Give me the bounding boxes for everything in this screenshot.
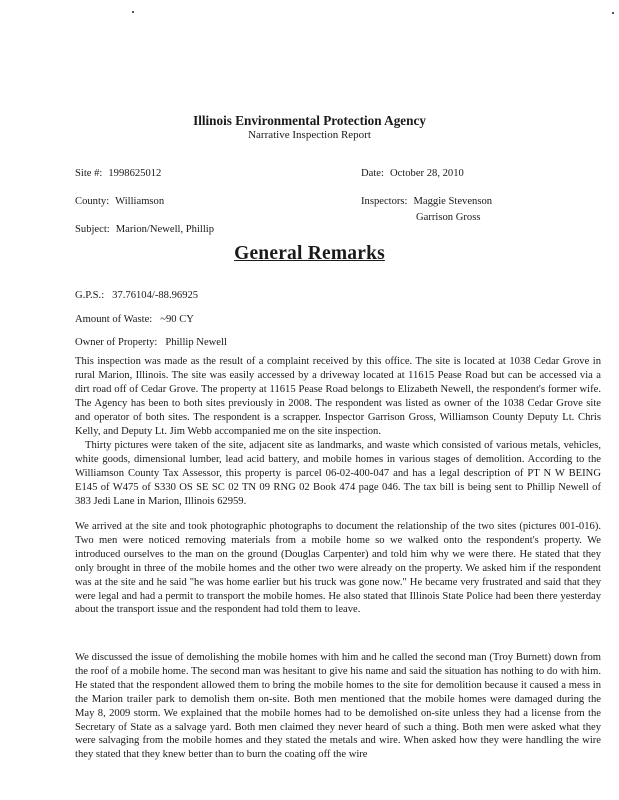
county: [75, 196, 164, 207]
narrative-paragraph-3: [75, 520, 601, 617]
site-label: Site #:: [75, 168, 103, 179]
gps-label: G.P.S.:: [75, 290, 105, 301]
subject: [75, 224, 214, 235]
gps-field: [75, 290, 198, 301]
agency-title: Illinois Environmental Protection Agency: [193, 113, 426, 128]
paragraph-text: We discussed the issue of demolishing the mobile homes with him and he called the second man (Troy Burnett) down from the roof of a mobile home. The second man was hesitant to give his name and said the situation has nothing to do with him. He stated that the respondent allowed them to bring the mobile homes to the site for demolition because it caused a mess in the Marion trailer park to demolish them on-site. Both men mentioned that the mobile homes were damaged during the May 8, 2009 storm. We explained that the mobile homes had to be demolished on-site unless they had a license from the Secretary of State as a salvage yard. Both men claimed they never heard of such a thing. Both men were asked what they were salvaging from the mobile homes and they stated the metals and wire. When asked how they were handling the wire they stated that they knew better than to burn the coating off the wire: [75, 652, 601, 761]
inspectors: [361, 196, 492, 207]
county-label: County:: [75, 196, 110, 207]
paragraph-text: This inspection was made as the result of a complaint received by this office. The site is located at 1038 Cedar Grove in rural Marion, Illinois. The site was easily accessed by a driveway located at 11615 Pease Road but can be accessed via a dirt road off of Cedar Grove. The property at 11615 Pease Road belongs to Elizabeth Newell, the respondent's former wife. The Agency has been to both sites previously in 2008. The respondent was listed as owner of the 1038 Cedar Grove site and operator of both sites. The respondent is a scrapper. Inspector Garrison Gross, Williamson County Deputy Lt. Chris Kelly, and Deputy Lt. Jim Webb accompanied me on the site inspection.: [75, 356, 601, 437]
site-number: [75, 168, 161, 179]
date-label: Date:: [361, 168, 384, 179]
scan-speck: [132, 11, 134, 13]
narrative-paragraph-4: [75, 651, 601, 762]
site-value: 1998625012: [108, 168, 162, 179]
narrative-paragraph-2: [75, 439, 601, 509]
paragraph-text: Thirty pictures were taken of the site, adjacent site as landmarks, and waste which consisted of various metals, vehicles, white goods, dimensional lumber, lead acid battery, and mobile homes in various stages of demolition. According to the Williamson County Tax Assessor, this property is parcel 06-02-400-047 and has a legal description of PT N W BEING E145 of W475 of S330 OS SE SC 02 TN 09 RNG 02 Book 474 page 046. The tax bill is being sent to Phillip Newell of 383 Jedi Lane in Marion, Illinois 62959.: [75, 440, 601, 507]
paragraph-text: We arrived at the site and took photographic photographs to document the relationship of the two sites (pictures 001-016). Two men were noticed removing materials from a mobile home so we walked onto the respondent's property. We introduced ourselves to the man on the ground (Douglas Carpenter) and told him why we were there. He stated that they only brought in three of the mobile homes and the other two were already on the property. We asked him if the respondent was at the site and he said "he was home earlier but his truck was gone now." He became very frustrated and said that they were legal and had a permit to transport the mobile homes. He also stated that Illinois State Police had been there yesterday about the transport issue and the respondent had told them to leave.: [75, 521, 601, 616]
date-value: October 28, 2010: [389, 168, 464, 179]
scan-speck: [612, 12, 614, 14]
inspectors-label: Inspectors:: [361, 196, 408, 207]
narrative-paragraph-1: [75, 355, 601, 438]
waste-value: ~90 CY: [160, 314, 194, 325]
section-title: General Remarks: [234, 243, 385, 264]
report-subtitle: Narrative Inspection Report: [248, 129, 371, 141]
subject-value: Marion/Newell, Phillip: [115, 224, 215, 235]
subject-label: Subject:: [75, 224, 110, 235]
inspector-2: Garrison Gross: [416, 212, 481, 223]
report-date: [361, 168, 464, 179]
owner-label: Owner of Property:: [75, 337, 158, 348]
owner-value: Phillip Newell: [165, 337, 227, 348]
county-value: Williamson: [115, 196, 165, 207]
inspector-1: Maggie Stevenson: [413, 196, 493, 207]
waste-label: Amount of Waste:: [75, 314, 153, 325]
waste-field: [75, 314, 194, 325]
owner-field: [75, 337, 227, 348]
gps-value: 37.76104/-88.96925: [112, 290, 199, 301]
